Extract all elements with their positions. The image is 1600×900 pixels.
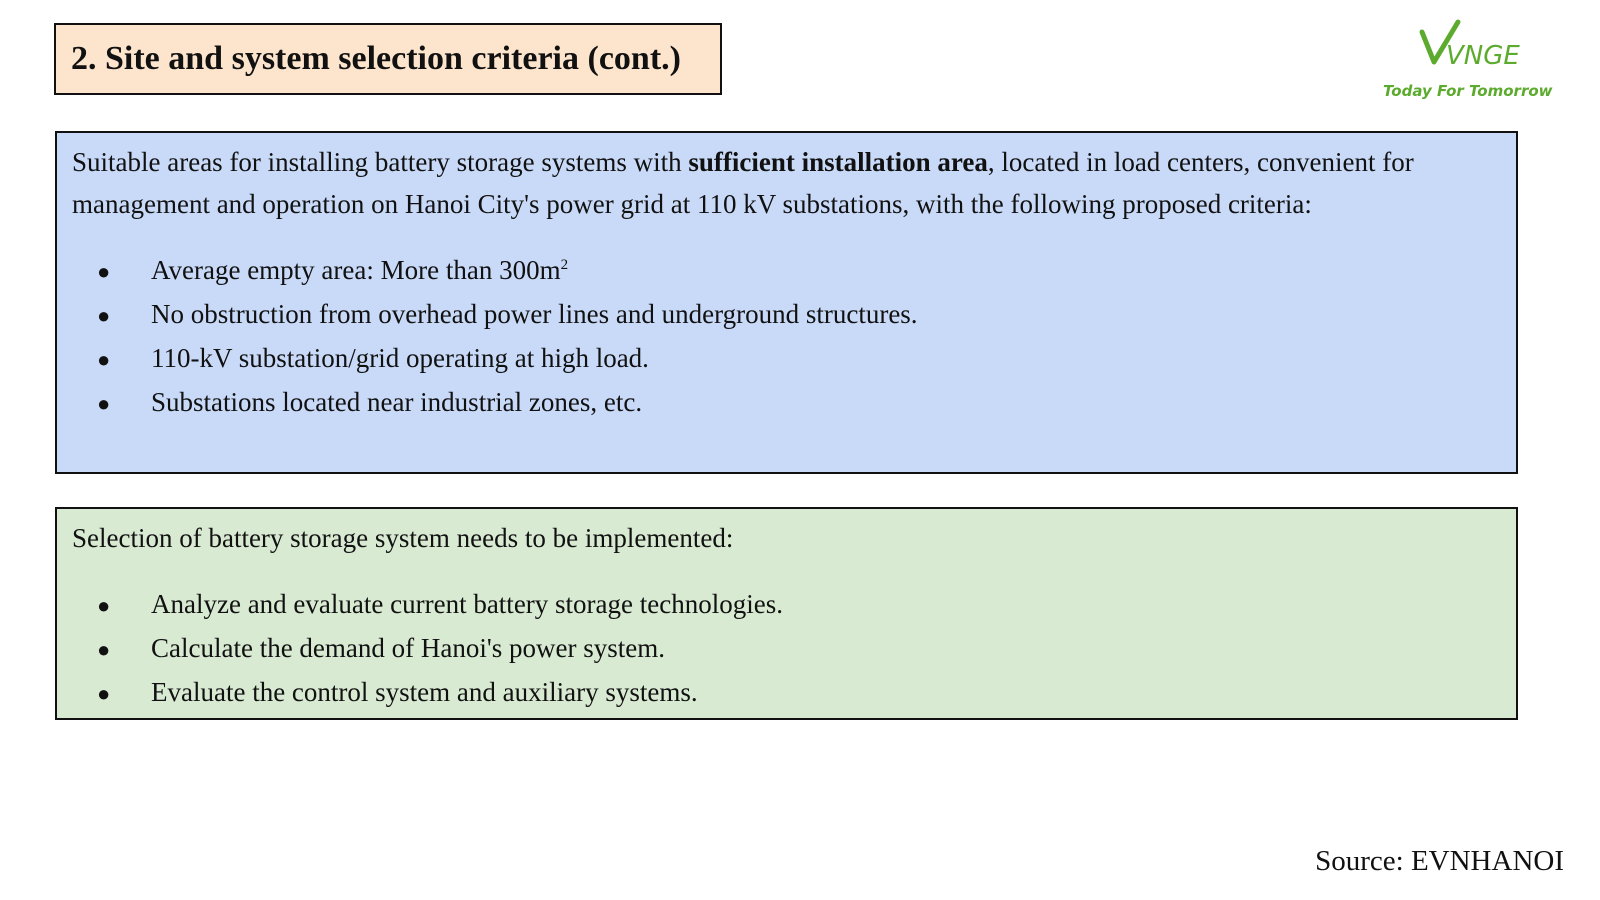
bullet-icon: ● — [97, 681, 111, 706]
bullet-icon: ● — [97, 347, 111, 372]
system-selection-panel — [55, 507, 1518, 720]
bullet-icon: ● — [97, 259, 111, 284]
list-item — [72, 337, 1501, 381]
list-item — [72, 627, 1501, 671]
site-criteria-panel — [55, 131, 1518, 474]
list-item — [72, 249, 1501, 293]
slide-title-text: 2. Site and system selection criteria (cont.) — [71, 40, 681, 77]
list-item-text: Calculate the demand of Hanoi's power system. — [151, 633, 665, 663]
logo-brand-text: VNGE — [1446, 41, 1520, 71]
list-item-text: Analyze and evaluate current battery storage technologies. — [151, 589, 783, 619]
source-citation: Source: EVNHANOI — [1315, 845, 1564, 877]
vnge-logo-mark — [1378, 18, 1568, 78]
list-item — [72, 381, 1501, 425]
slide-title — [54, 23, 722, 95]
list-item — [72, 293, 1501, 337]
list-item-text: Evaluate the control system and auxiliary systems. — [151, 677, 698, 707]
system-selection-intro: Selection of battery storage system needs to be implemented: — [72, 523, 734, 553]
site-criteria-intro — [72, 141, 1501, 225]
bullet-icon: ● — [97, 303, 111, 328]
intro-after: , located in load centers, convenient for management and operation on Hanoi City's power grid at 110 kV substations, with the following proposed criteria: — [72, 147, 1414, 219]
superscript: 2 — [560, 257, 569, 273]
list-item-text: No obstruction from overhead power lines and underground structures. — [151, 299, 918, 329]
intro-bold: sufficient installation area — [688, 147, 988, 177]
system-selection-list — [72, 583, 1501, 715]
list-item — [72, 583, 1501, 627]
intro-before: Suitable areas for installing battery storage systems with — [72, 147, 689, 177]
site-criteria-list — [72, 249, 1501, 425]
logo-tagline: Today For Tomorrow — [1383, 82, 1553, 100]
bullet-icon: ● — [97, 593, 111, 618]
list-item — [72, 671, 1501, 715]
bullet-icon: ● — [97, 637, 111, 662]
list-item-text: Substations located near industrial zones, etc. — [151, 387, 643, 417]
list-item-text: 110-kV substation/grid operating at high load. — [151, 343, 649, 373]
list-item-text: Average empty area: More than 300m — [151, 255, 561, 285]
vnge-logo — [1378, 18, 1578, 108]
bullet-icon: ● — [97, 391, 111, 416]
